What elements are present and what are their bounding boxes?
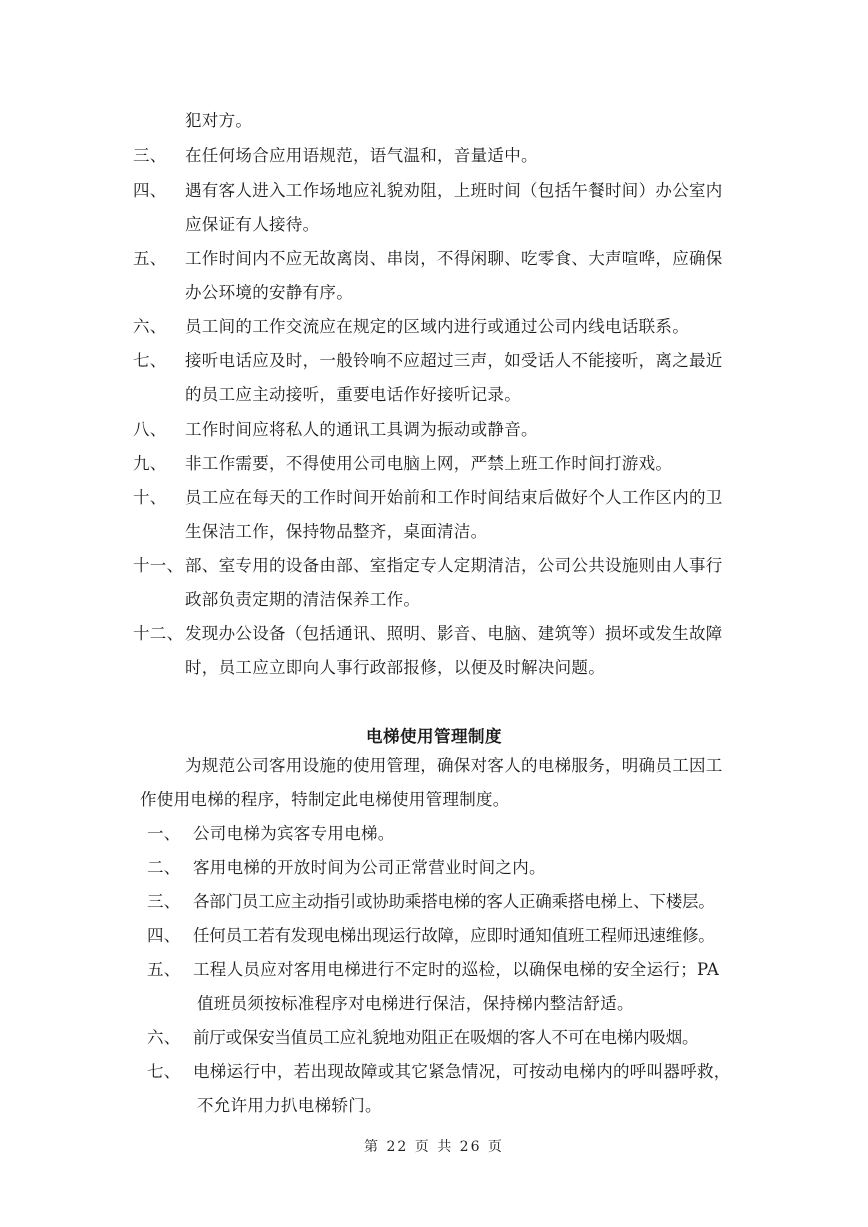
item-number: 七、 xyxy=(147,1062,181,1081)
item-text: 各部门员工应主动指引或协助乘搭电梯的客人正确乘搭电梯上、下楼层。 xyxy=(193,892,715,911)
item-text: 前厅或保安当值员工应礼貌地劝阻正在吸烟的客人不可在电梯内吸烟。 xyxy=(193,1028,699,1047)
item-text: 应保证有人接待。 xyxy=(185,215,320,234)
item-text: 员工应在每天的工作时间开始前和工作时间结束后做好个人工作区内的卫 xyxy=(185,488,723,507)
item-number: 五、 xyxy=(147,960,181,979)
page-number-footer: 第 22 页 共 26 页 xyxy=(364,1139,504,1155)
item-text: 公司电梯为宾客专用电梯。 xyxy=(193,824,395,843)
item-text: 工作时间内不应无故离岗、串岗，不得闲聊、吃零食、大声喧哗，应确保 xyxy=(185,249,723,268)
item-number: 六、 xyxy=(147,1028,181,1047)
item-number: 十二、 xyxy=(133,624,184,643)
item-text: 生保洁工作，保持物品整齐，桌面清洁。 xyxy=(185,522,488,541)
item-number: 十、 xyxy=(133,488,167,507)
item-number: 十一、 xyxy=(133,556,184,575)
item-number: 四、 xyxy=(147,926,181,945)
item-text: 时，员工应立即向人事行政部报修，以便及时解决问题。 xyxy=(185,658,605,677)
item-text: 非工作需要，不得使用公司电脑上网，严禁上班工作时间打游戏。 xyxy=(185,454,673,473)
item-text: 接听电话应及时，一般铃响不应超过三声，如受话人不能接听，离之最近 xyxy=(185,351,723,370)
item-text: 电梯运行中，若出现故障或其它紧急情况，可按动电梯内的呼叫器呼救， xyxy=(193,1062,731,1081)
item-text: 不允许用力扒电梯轿门。 xyxy=(197,1096,382,1115)
item-text: 值班员须按标准程序对电梯进行保洁，保持梯内整洁舒适。 xyxy=(197,994,634,1013)
intro-text: 为规范公司客用设施的使用管理，确保对客人的电梯服务，明确员工因工 xyxy=(185,756,723,775)
item-number: 七、 xyxy=(133,351,167,370)
continuation-line: 犯对方。 xyxy=(185,111,253,130)
intro-text: 作使用电梯的程序，特制定此电梯使用管理制度。 xyxy=(140,790,510,809)
item-number: 三、 xyxy=(147,892,181,911)
item-number: 四、 xyxy=(133,181,167,200)
item-text: 的员工应主动接听，重要电话作好接听记录。 xyxy=(185,385,521,404)
item-text: 遇有客人进入工作场地应礼貌劝阻，上班时间（包括午餐时间）办公室内 xyxy=(185,181,723,200)
item-number: 五、 xyxy=(133,249,167,268)
item-text: 工程人员应对客用电梯进行不定时的巡检，以确保电梯的安全运行；PA xyxy=(193,960,720,979)
item-text: 在任何场合应用语规范，语气温和，音量适中。 xyxy=(185,146,538,165)
item-number: 六、 xyxy=(133,317,167,336)
item-number: 九、 xyxy=(133,454,167,473)
item-text: 部、室专用的设备由部、室指定专人定期清洁，公司公共设施则由人事行 xyxy=(185,556,723,575)
item-number: 八、 xyxy=(133,420,167,439)
item-text: 任何员工若有发现电梯出现运行故障，应即时通知值班工程师迅速维修。 xyxy=(193,926,715,945)
item-text: 客用电梯的开放时间为公司正常营业时间之内。 xyxy=(193,858,546,877)
item-text: 工作时间应将私人的通讯工具调为振动或静音。 xyxy=(185,420,538,439)
section-title: 电梯使用管理制度 xyxy=(366,727,502,746)
item-text: 办公环境的安静有序。 xyxy=(185,283,353,302)
item-text: 发现办公设备（包括通讯、照明、影音、电脑、建筑等）损坏或发生故障 xyxy=(185,624,723,643)
item-number: 一、 xyxy=(147,824,181,843)
item-number: 二、 xyxy=(147,858,181,877)
item-number: 三、 xyxy=(133,146,167,165)
item-text: 员工间的工作交流应在规定的区域内进行或通过公司内线电话联系。 xyxy=(185,317,689,336)
item-text: 政部负责定期的清洁保养工作。 xyxy=(185,590,421,609)
